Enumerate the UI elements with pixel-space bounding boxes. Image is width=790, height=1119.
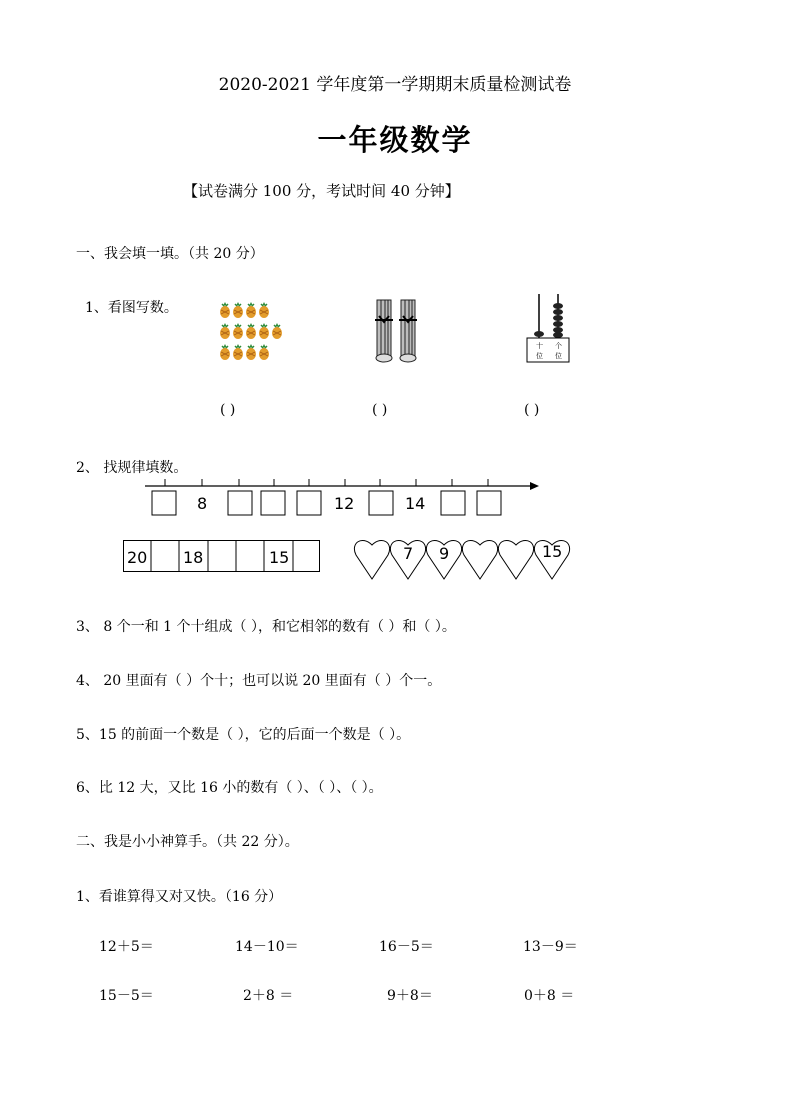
- number-line-box-4: [297, 491, 321, 515]
- number-line-box-2: [228, 491, 252, 515]
- arithmetic-item[interactable]: 13－9＝: [523, 939, 578, 955]
- cell-value-20: 20: [127, 548, 148, 567]
- pineapple-row-1: [220, 302, 269, 318]
- abacus-ones-label-1: 个: [555, 342, 562, 350]
- number-line-value-14: 14: [405, 494, 426, 513]
- abacus-tens-bead: [534, 331, 544, 337]
- q1-answer-blank-1[interactable]: ( ): [220, 402, 236, 418]
- q1-label: 1、看图写数。: [85, 300, 178, 316]
- heart-4: [462, 540, 497, 579]
- pineapple-row-3: [220, 344, 269, 360]
- arithmetic-item[interactable]: 9＋8＝: [387, 988, 433, 1004]
- abacus-ones-label-2: 位: [555, 352, 562, 360]
- number-line: [140, 475, 545, 525]
- abacus-picture: [525, 292, 575, 368]
- stick-bundle-1: [375, 300, 393, 362]
- subject-title: 一年级数学: [317, 123, 473, 157]
- pineapple-row-2: [220, 323, 282, 339]
- section2-q1-label: 1、看谁算得又对又快。（16 分）: [76, 889, 283, 905]
- cell-value-15: 15: [269, 548, 290, 567]
- exam-title: 2020-2021 学年度第一学期期末质量检测试卷: [218, 75, 572, 95]
- exam-info: 【试卷满分 100 分，考试时间 40 分钟】: [183, 182, 460, 200]
- q1-answer-blank-3[interactable]: ( ): [524, 402, 540, 418]
- pineapple-picture: [218, 302, 290, 366]
- q4-text: 4、 20 里面有（ ）个十；也可以说 20 里面有（ ）个一。: [76, 673, 442, 689]
- number-line-value-8: 8: [197, 494, 208, 513]
- arithmetic-item[interactable]: 12＋5＝: [99, 939, 154, 955]
- cell-value-18: 18: [183, 548, 204, 567]
- heart-5: [498, 540, 533, 579]
- number-line-box-5: [369, 491, 393, 515]
- number-line-box-3: [261, 491, 285, 515]
- q5-text: 5、15 的前面一个数是（ ），它的后面一个数是（ ）。: [76, 727, 411, 743]
- section1-heading: 一、我会填一填。（共 20 分）: [76, 246, 264, 262]
- abacus-ones-beads: [553, 303, 563, 338]
- heart-1: [354, 540, 389, 579]
- abacus-tens-label-1: 十: [536, 342, 543, 350]
- number-line-ticks: [165, 479, 488, 486]
- number-line-box-1: [152, 491, 176, 515]
- stick-bundle-2: [399, 300, 417, 362]
- arithmetic-item[interactable]: 16－5＝: [379, 939, 434, 955]
- q2-label: 2、 找规律填数。: [76, 460, 188, 476]
- arithmetic-item[interactable]: 15－5＝: [99, 988, 154, 1004]
- number-line-box-7: [477, 491, 501, 515]
- abacus-tens-label-2: 位: [536, 352, 543, 360]
- arithmetic-item[interactable]: 14－10＝: [235, 939, 299, 955]
- q1-answer-blank-2[interactable]: ( ): [372, 402, 388, 418]
- number-line-box-6: [441, 491, 465, 515]
- stick-bundles-picture: [373, 298, 423, 364]
- arithmetic-item[interactable]: 0＋8 ＝: [524, 988, 575, 1004]
- heart-value-7: 7: [403, 544, 414, 563]
- hearts-row: [352, 533, 574, 581]
- q3-text: 3、 8 个一和 1 个十组成（ ），和它相邻的数有（ ）和（ ）。: [76, 619, 456, 635]
- section2-heading: 二、我是小小神算手。（共 22 分）。: [76, 834, 299, 850]
- q6-text: 6、比 12 大，又比 16 小的数有（ ）、（ ）、（ ）。: [76, 780, 383, 796]
- heart-value-9: 9: [439, 544, 450, 563]
- countdown-cells: [123, 540, 323, 574]
- number-line-value-12: 12: [334, 494, 355, 513]
- arithmetic-item[interactable]: 2＋8 ＝: [243, 988, 294, 1004]
- heart-value-15: 15: [542, 542, 563, 561]
